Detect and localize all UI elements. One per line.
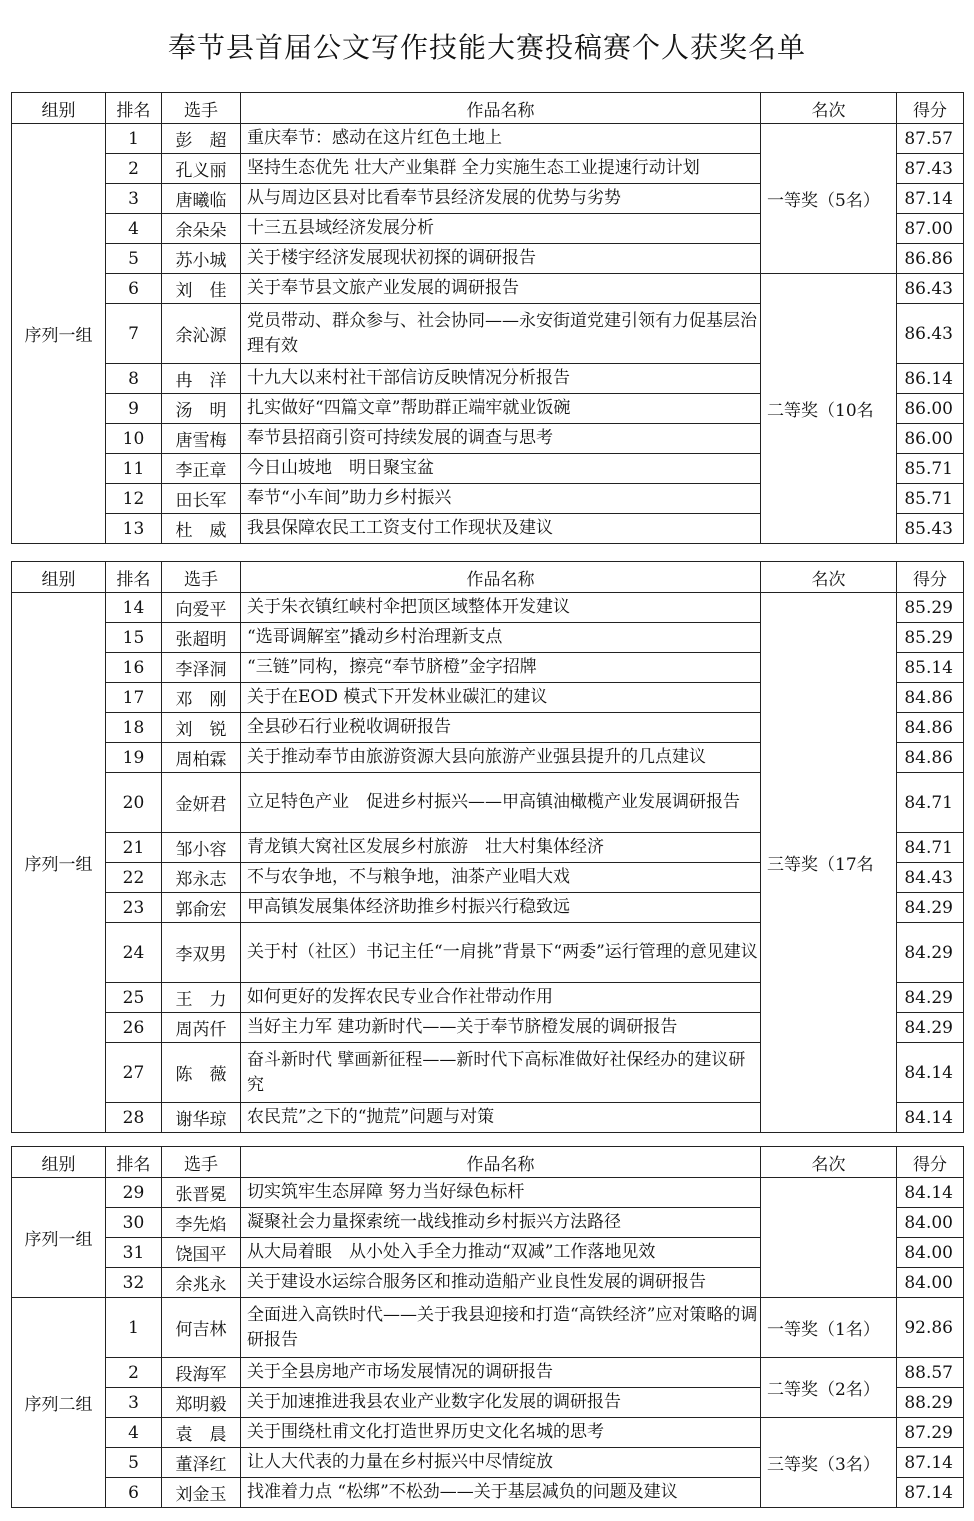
work-title: 立足特色产业 促进乡村振兴——甲高镇油橄榄产业发展调研报告 xyxy=(241,773,761,833)
header-award: 名次 xyxy=(761,562,897,593)
award-cell: 二等奖（10名 xyxy=(761,274,897,544)
contestant-name: 李先焰 xyxy=(162,1208,241,1238)
award-cell: 二等奖（2名） xyxy=(761,1358,897,1418)
contestant-name: 孔义丽 xyxy=(162,154,241,184)
score-cell: 87.00 xyxy=(897,214,964,244)
rank-cell: 6 xyxy=(106,274,162,304)
contestant-name: 张晋冕 xyxy=(162,1178,241,1208)
score-cell: 84.14 xyxy=(897,1178,964,1208)
award-cell: 三等奖（17名 xyxy=(761,593,897,1133)
table-header-row xyxy=(12,1147,964,1178)
rank-cell: 1 xyxy=(106,1298,162,1358)
work-title: 关于在EOD 模式下开发林业碳汇的建议 xyxy=(241,683,761,713)
score-cell: 86.43 xyxy=(897,304,964,364)
contestant-name: 谢华琼 xyxy=(162,1103,241,1133)
work-title: 关于全县房地产市场发展情况的调研报告 xyxy=(241,1358,761,1388)
header-name: 选手 xyxy=(162,562,241,593)
rank-cell: 3 xyxy=(106,184,162,214)
contestant-name: 张超明 xyxy=(162,623,241,653)
score-cell: 88.29 xyxy=(897,1388,964,1418)
rank-cell: 7 xyxy=(106,304,162,364)
work-title: 关于奉节县文旅产业发展的调研报告 xyxy=(241,274,761,304)
work-title: 关于围绕杜甫文化打造世界历史文化名城的思考 xyxy=(241,1418,761,1448)
contestant-name: 刘金玉 xyxy=(162,1478,241,1508)
score-cell: 84.00 xyxy=(897,1238,964,1268)
header-title: 作品名称 xyxy=(241,562,761,593)
table-row xyxy=(12,1298,964,1358)
work-title: 如何更好的发挥农民专业合作社带动作用 xyxy=(241,983,761,1013)
rank-cell: 13 xyxy=(106,514,162,544)
score-cell: 88.57 xyxy=(897,1358,964,1388)
score-cell: 84.86 xyxy=(897,713,964,743)
work-title: 我县保障农民工工资支付工作现状及建议 xyxy=(241,514,761,544)
score-cell: 85.71 xyxy=(897,454,964,484)
rank-cell: 12 xyxy=(106,484,162,514)
rank-cell: 15 xyxy=(106,623,162,653)
rank-cell: 28 xyxy=(106,1103,162,1133)
header-name: 选手 xyxy=(162,93,241,124)
rank-cell: 17 xyxy=(106,683,162,713)
score-cell: 87.14 xyxy=(897,1478,964,1508)
work-title: 从与周边区县对比看奉节县经济发展的优势与劣势 xyxy=(241,184,761,214)
score-cell: 84.43 xyxy=(897,863,964,893)
score-cell: 87.29 xyxy=(897,1418,964,1448)
rank-cell: 3 xyxy=(106,1388,162,1418)
work-title: 重庆奉节：感动在这片红色土地上 xyxy=(241,124,761,154)
header-group: 组别 xyxy=(12,562,106,593)
table-row xyxy=(12,274,964,304)
contestant-name: 段海军 xyxy=(162,1358,241,1388)
header-award: 名次 xyxy=(761,1147,897,1178)
work-title: 党员带动、群众参与、社会协同——永安街道党建引领有力促基层治理有效 xyxy=(241,304,761,364)
rank-cell: 32 xyxy=(106,1268,162,1298)
score-cell: 84.71 xyxy=(897,833,964,863)
header-score: 得分 xyxy=(897,562,964,593)
contestant-name: 郭俞宏 xyxy=(162,893,241,923)
contestant-name: 周柏霖 xyxy=(162,743,241,773)
score-cell: 92.86 xyxy=(897,1298,964,1358)
score-cell: 85.43 xyxy=(897,514,964,544)
group-cell: 序列二组 xyxy=(12,1298,106,1508)
header-title: 作品名称 xyxy=(241,1147,761,1178)
work-title: 关于推动奉节由旅游资源大县向旅游产业强县提升的几点建议 xyxy=(241,743,761,773)
score-cell: 87.14 xyxy=(897,1448,964,1478)
contestant-name: 彭 超 xyxy=(162,124,241,154)
work-title: 农民荒”之下的“抛荒”问题与对策 xyxy=(241,1103,761,1133)
contestant-name: 李泽洞 xyxy=(162,653,241,683)
group-cell: 序列一组 xyxy=(12,593,106,1133)
rank-cell: 30 xyxy=(106,1208,162,1238)
group-cell: 序列一组 xyxy=(12,1178,106,1298)
score-cell: 86.00 xyxy=(897,424,964,454)
score-cell: 85.29 xyxy=(897,623,964,653)
table-row xyxy=(12,1178,964,1208)
header-score: 得分 xyxy=(897,93,964,124)
score-cell: 87.57 xyxy=(897,124,964,154)
header-award: 名次 xyxy=(761,93,897,124)
contestant-name: 王 力 xyxy=(162,983,241,1013)
score-cell: 84.86 xyxy=(897,743,964,773)
rank-cell: 10 xyxy=(106,424,162,454)
rank-cell: 23 xyxy=(106,893,162,923)
rank-cell: 8 xyxy=(106,364,162,394)
work-title: 扎实做好“四篇文章”帮助群正端牢就业饭碗 xyxy=(241,394,761,424)
score-cell: 84.00 xyxy=(897,1208,964,1238)
score-cell: 84.14 xyxy=(897,1103,964,1133)
table-header-row xyxy=(12,562,964,593)
award-cell xyxy=(761,1178,897,1298)
score-cell: 86.14 xyxy=(897,364,964,394)
contestant-name: 李正章 xyxy=(162,454,241,484)
rank-cell: 24 xyxy=(106,923,162,983)
header-name: 选手 xyxy=(162,1147,241,1178)
work-title: 青龙镇大窝社区发展乡村旅游 壮大村集体经济 xyxy=(241,833,761,863)
work-title: 十九大以来村社干部信访反映情况分析报告 xyxy=(241,364,761,394)
header-rank: 排名 xyxy=(106,93,162,124)
rank-cell: 27 xyxy=(106,1043,162,1103)
work-title: 关于村（社区）书记主任“一肩挑”背景下“两委”运行管理的意见建议 xyxy=(241,923,761,983)
contestant-name: 金妍君 xyxy=(162,773,241,833)
rank-cell: 9 xyxy=(106,394,162,424)
contestant-name: 郑明毅 xyxy=(162,1388,241,1418)
contestant-name: 余兆永 xyxy=(162,1268,241,1298)
contestant-name: 李双男 xyxy=(162,923,241,983)
header-rank: 排名 xyxy=(106,1147,162,1178)
score-cell: 87.43 xyxy=(897,154,964,184)
work-title: 关于建设水运综合服务区和推动造船产业良性发展的调研报告 xyxy=(241,1268,761,1298)
score-cell: 87.14 xyxy=(897,184,964,214)
work-title: 从大局着眼 从小处入手全力推动“双减”工作落地见效 xyxy=(241,1238,761,1268)
score-cell: 85.71 xyxy=(897,484,964,514)
rank-cell: 29 xyxy=(106,1178,162,1208)
header-title: 作品名称 xyxy=(241,93,761,124)
work-title: 全县砂石行业税收调研报告 xyxy=(241,713,761,743)
work-title: “三链”同构，擦亮“奉节脐橙”金字招牌 xyxy=(241,653,761,683)
page-title: 奉节县首届公文写作技能大赛投稿赛个人获奖名单 xyxy=(167,31,806,64)
contestant-name: 杜 威 xyxy=(162,514,241,544)
contestant-name: 饶国平 xyxy=(162,1238,241,1268)
work-title: 奉节县招商引资可持续发展的调查与思考 xyxy=(241,424,761,454)
contestant-name: 唐雪梅 xyxy=(162,424,241,454)
score-cell: 86.43 xyxy=(897,274,964,304)
contestant-name: 董泽红 xyxy=(162,1448,241,1478)
contestant-name: 邓 刚 xyxy=(162,683,241,713)
score-cell: 84.00 xyxy=(897,1268,964,1298)
work-title: 奉节“小车间”助力乡村振兴 xyxy=(241,484,761,514)
score-cell: 84.71 xyxy=(897,773,964,833)
contestant-name: 唐曦临 xyxy=(162,184,241,214)
group-cell: 序列一组 xyxy=(12,124,106,544)
work-title: 不与农争地，不与粮争地，油茶产业唱大戏 xyxy=(241,863,761,893)
rank-cell: 22 xyxy=(106,863,162,893)
award-cell: 三等奖（3名） xyxy=(761,1418,897,1508)
award-table-3 xyxy=(11,1146,964,1508)
work-title: “选哥调解室”撬动乡村治理新支点 xyxy=(241,623,761,653)
contestant-name: 刘 锐 xyxy=(162,713,241,743)
rank-cell: 21 xyxy=(106,833,162,863)
contestant-name: 余沁源 xyxy=(162,304,241,364)
rank-cell: 2 xyxy=(106,154,162,184)
contestant-name: 汤 明 xyxy=(162,394,241,424)
rank-cell: 1 xyxy=(106,124,162,154)
contestant-name: 袁 晨 xyxy=(162,1418,241,1448)
work-title: 坚持生态优先 壮大产业集群 全力实施生态工业提速行动计划 xyxy=(241,154,761,184)
score-cell: 86.00 xyxy=(897,394,964,424)
rank-cell: 4 xyxy=(106,1418,162,1448)
table-row xyxy=(12,1418,964,1448)
contestant-name: 何吉林 xyxy=(162,1298,241,1358)
score-cell: 85.29 xyxy=(897,593,964,623)
rank-cell: 19 xyxy=(106,743,162,773)
rank-cell: 4 xyxy=(106,214,162,244)
rank-cell: 18 xyxy=(106,713,162,743)
score-cell: 84.29 xyxy=(897,1013,964,1043)
contestant-name: 田长军 xyxy=(162,484,241,514)
work-title: 凝聚社会力量探索统一战线推动乡村振兴方法路径 xyxy=(241,1208,761,1238)
score-cell: 84.86 xyxy=(897,683,964,713)
rank-cell: 14 xyxy=(106,593,162,623)
score-cell: 84.29 xyxy=(897,893,964,923)
award-cell: 一等奖（1名） xyxy=(761,1298,897,1358)
score-cell: 84.29 xyxy=(897,923,964,983)
contestant-name: 郑永志 xyxy=(162,863,241,893)
score-cell: 84.29 xyxy=(897,983,964,1013)
header-group: 组别 xyxy=(12,1147,106,1178)
work-title: 关于加速推进我县农业产业数字化发展的调研报告 xyxy=(241,1388,761,1418)
rank-cell: 16 xyxy=(106,653,162,683)
rank-cell: 5 xyxy=(106,244,162,274)
work-title: 全面进入高铁时代——关于我县迎接和打造“高铁经济”应对策略的调研报告 xyxy=(241,1298,761,1358)
rank-cell: 31 xyxy=(106,1238,162,1268)
table-row xyxy=(12,593,964,623)
rank-cell: 11 xyxy=(106,454,162,484)
contestant-name: 苏小城 xyxy=(162,244,241,274)
work-title: 切实筑牢生态屏障 努力当好绿色标杆 xyxy=(241,1178,761,1208)
rank-cell: 6 xyxy=(106,1478,162,1508)
work-title: 让人大代表的力量在乡村振兴中尽情绽放 xyxy=(241,1448,761,1478)
contestant-name: 冉 洋 xyxy=(162,364,241,394)
rank-cell: 26 xyxy=(106,1013,162,1043)
contestant-name: 余朵朵 xyxy=(162,214,241,244)
header-score: 得分 xyxy=(897,1147,964,1178)
work-title: 十三五县域经济发展分析 xyxy=(241,214,761,244)
contestant-name: 向爱平 xyxy=(162,593,241,623)
rank-cell: 20 xyxy=(106,773,162,833)
work-title: 关于楼宇经济发展现状初探的调研报告 xyxy=(241,244,761,274)
contestant-name: 邹小容 xyxy=(162,833,241,863)
contestant-name: 周芮仟 xyxy=(162,1013,241,1043)
header-group: 组别 xyxy=(12,93,106,124)
contestant-name: 陈 薇 xyxy=(162,1043,241,1103)
score-cell: 84.14 xyxy=(897,1043,964,1103)
contestant-name: 刘 佳 xyxy=(162,274,241,304)
score-cell: 86.86 xyxy=(897,244,964,274)
award-table-1 xyxy=(11,92,964,544)
work-title: 关于朱衣镇红峡村伞把顶区域整体开发建议 xyxy=(241,593,761,623)
award-table-2 xyxy=(11,561,964,1133)
work-title: 今日山坡地 明日聚宝盆 xyxy=(241,454,761,484)
award-cell: 一等奖（5名） xyxy=(761,124,897,274)
rank-cell: 2 xyxy=(106,1358,162,1388)
work-title: 甲高镇发展集体经济助推乡村振兴行稳致远 xyxy=(241,893,761,923)
table-row xyxy=(12,1358,964,1388)
table-header-row xyxy=(12,93,964,124)
work-title: 奋斗新时代 擘画新征程——新时代下高标准做好社保经办的建议研究 xyxy=(241,1043,761,1103)
score-cell: 85.14 xyxy=(897,653,964,683)
header-rank: 排名 xyxy=(106,562,162,593)
rank-cell: 5 xyxy=(106,1448,162,1478)
table-row xyxy=(12,124,964,154)
rank-cell: 25 xyxy=(106,983,162,1013)
work-title: 找准着力点 “松绑”不松劲——关于基层减负的问题及建议 xyxy=(241,1478,761,1508)
work-title: 当好主力军 建功新时代——关于奉节脐橙发展的调研报告 xyxy=(241,1013,761,1043)
